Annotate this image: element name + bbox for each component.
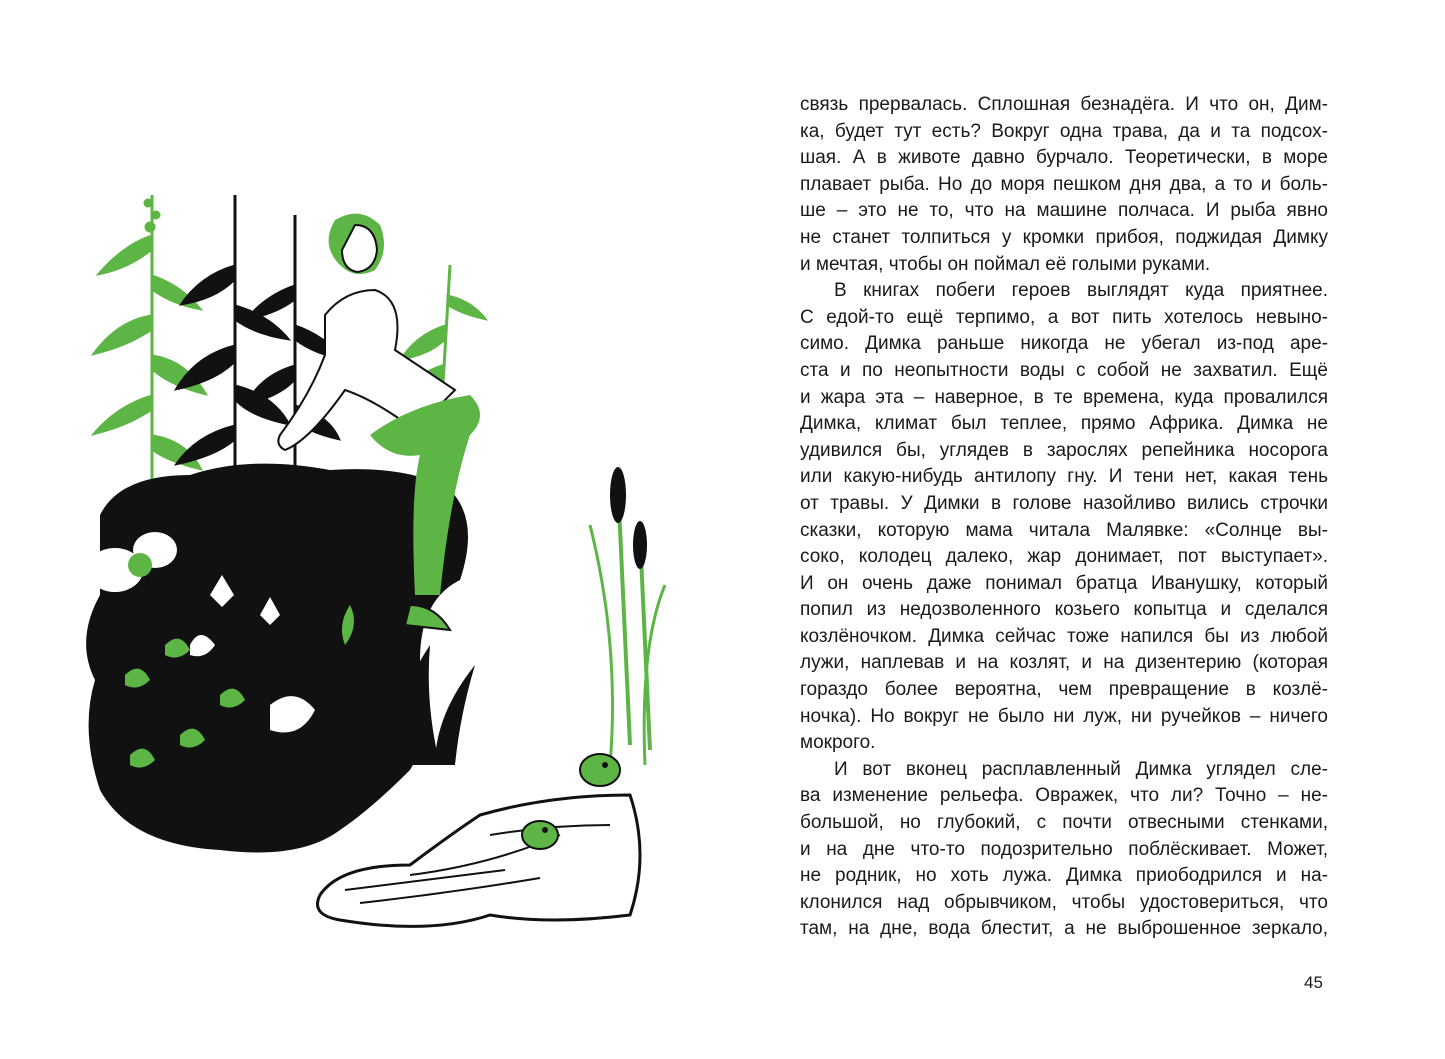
- reeds-icon: [590, 467, 665, 765]
- text-line: и мечтая, чтобы он поймал её голыми руками.: [800, 253, 1211, 275]
- text-line: И он очень даже понимал братца Иванушку, который: [800, 572, 1328, 594]
- text-line: симо. Димка раньше никогда не убегал из-под аре-: [800, 333, 1328, 355]
- text-line: не родник, но хоть лужа. Димка приободрился и на-: [800, 865, 1328, 887]
- text-line: плавает рыба. Но до моря пешком дня два, а то и боль-: [800, 173, 1328, 195]
- text-line: козлёночком. Димка сейчас тоже напился бы из любой: [800, 625, 1328, 647]
- text-line: большой, но глубокий, с почти отвесными стенками,: [800, 812, 1328, 834]
- text-line: клонился над обрывчиком, чтобы удостовериться, что: [800, 891, 1328, 913]
- text-line: ночка). Но вокруг не было ни луж, ни ручейков – ничего: [800, 705, 1328, 727]
- text-line: шая. А в животе давно бурчало. Теоретически, в море: [800, 147, 1328, 169]
- puddle-shape: [318, 795, 641, 926]
- text-line: мокрого.: [800, 732, 876, 754]
- page-number: 45: [1304, 973, 1323, 992]
- text-line: В книгах побеги героев выглядят куда приятнее.: [834, 280, 1328, 302]
- body-text: [800, 92, 1328, 943]
- text-line: ва изменение рельефа. Овражек, что ли? Точно – не-: [800, 785, 1328, 807]
- text-line: гораздо более вероятна, чем превращение в козлё-: [800, 679, 1328, 701]
- text-line: ка, будет тут есть? Вокруг одна трава, да и та подсох-: [800, 120, 1328, 142]
- text-line: попил из недозволенного козьего копытца и сделался: [800, 599, 1328, 621]
- text-line: не станет толпиться у кромки прибоя, поджидая Димку: [800, 226, 1328, 248]
- text-line: там, на дне, вода блестит, а не выброшенное зеркало,: [800, 918, 1328, 940]
- text-line: соко, колодец далеко, жар донимает, пот выступает».: [800, 546, 1328, 568]
- black-fireweed-icon: [175, 195, 345, 495]
- text-line: лужи, наплевав и на козлят, и на дизентерию (которая: [800, 652, 1328, 674]
- text-line: и на дне что-то подозрительно поблёскивает. Может,: [800, 838, 1328, 860]
- boy-on-rock-illustration: [70, 175, 690, 955]
- text-line: удивился бы, углядев в зарослях репейника носорога: [800, 439, 1328, 461]
- text-line: ше – это не то, что на машине полчаса. И рыба явно: [800, 200, 1328, 222]
- text-line: или какую-нибудь антилопу гну. И тени нет, какая тень: [800, 466, 1328, 488]
- text-line: и жара эта – наверное, в те времена, куда провалился: [800, 386, 1328, 408]
- text-line: связь прервалась. Сплошная безнадёга. И что он, Дим-: [800, 94, 1328, 115]
- text-line: сказки, которую мама читала Малявке: «Солнце вы-: [800, 519, 1328, 541]
- text-line: Димка, климат был теплее, прямо Африка. Димка не: [800, 413, 1328, 435]
- text-line: С едой-то ещё терпимо, а вот пить хотелось невыно-: [800, 306, 1328, 328]
- black-rock-mound: [86, 464, 468, 853]
- text-line: И вот вконец расплавленный Димка углядел сле-: [834, 758, 1328, 780]
- text-line: от травы. У Димки в голове назойливо вились строчки: [800, 492, 1328, 514]
- text-line: ста и по неопытности воды с собой не захватил. Ещё: [800, 359, 1328, 381]
